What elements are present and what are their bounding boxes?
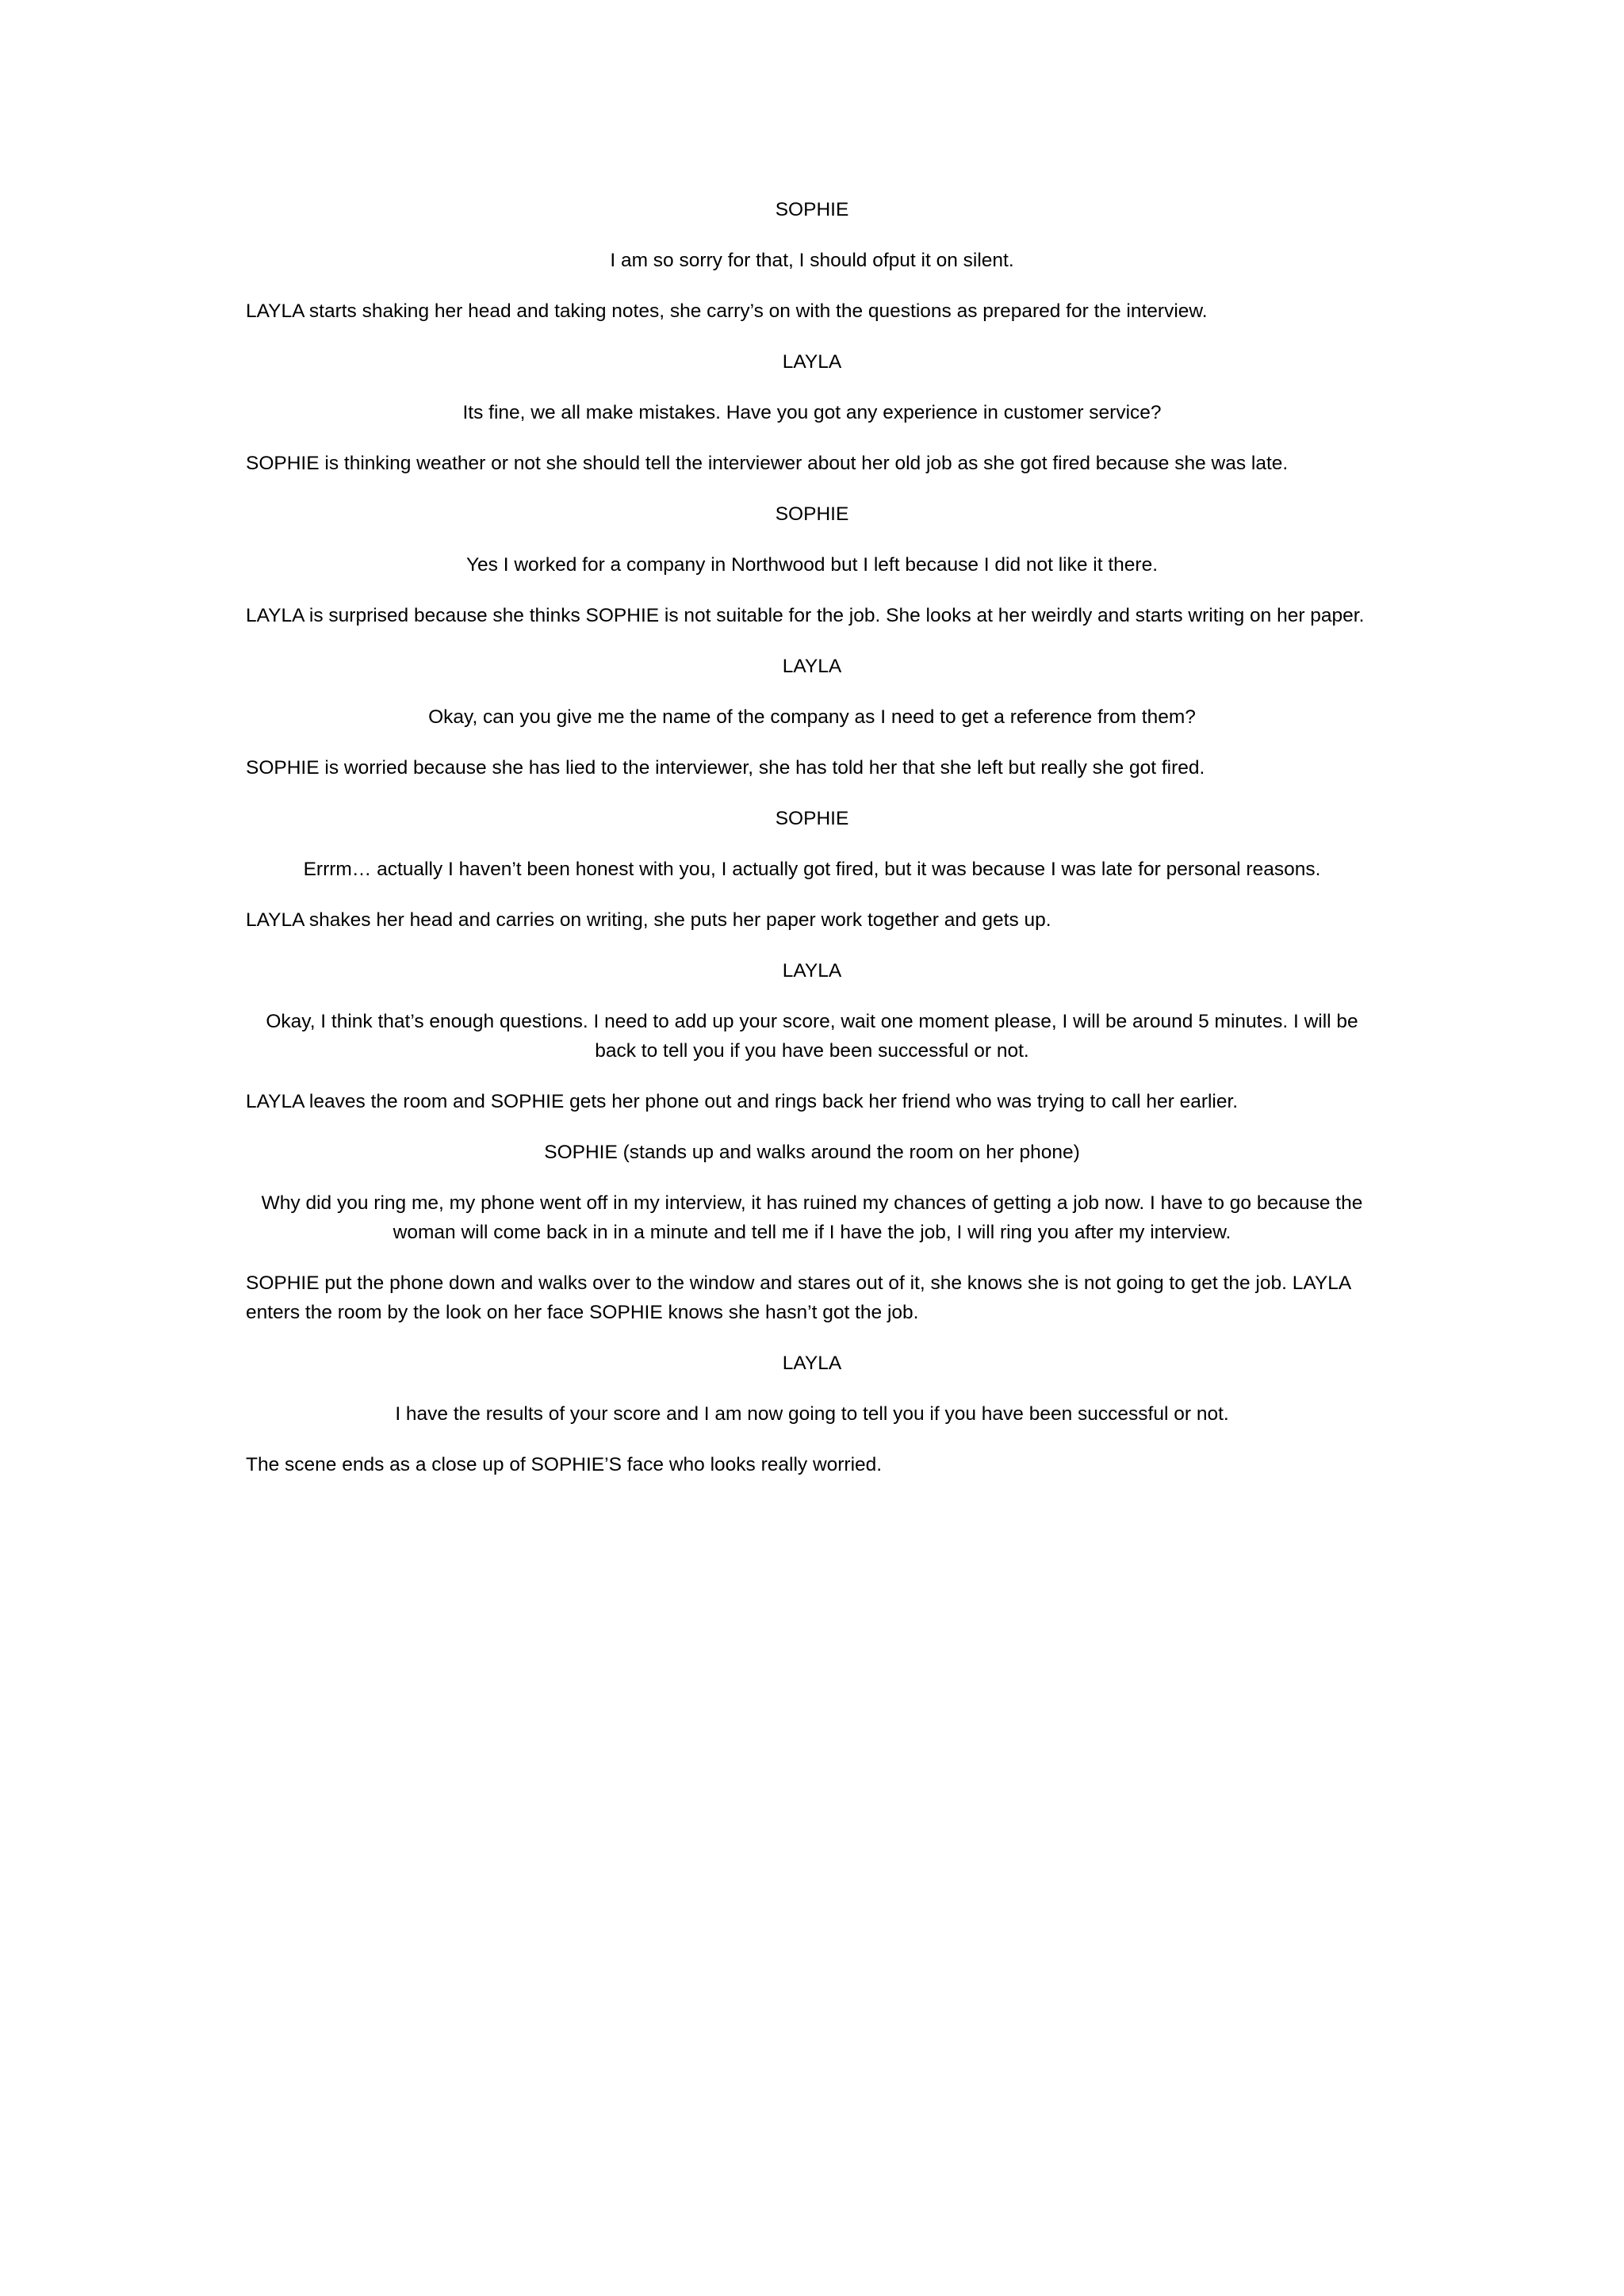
action-description: LAYLA shakes her head and carries on writing, she puts her paper work together and gets up. xyxy=(246,909,1051,931)
character-cue: LAYLA xyxy=(782,351,842,373)
action-description: LAYLA starts shaking her head and taking notes, she carry’s on with the questions as prepared for the interview. xyxy=(246,300,1208,322)
action-description: SOPHIE is worried because she has lied to the interviewer, she has told her that she left but really she got fired. xyxy=(246,757,1205,779)
dialogue-line: I am so sorry for that, I should ofput it on silent. xyxy=(610,250,1014,271)
character-cue: LAYLA xyxy=(782,1353,842,1374)
character-cue: SOPHIE (stands up and walks around the room on her phone) xyxy=(544,1142,1080,1163)
action-description: SOPHIE put the phone down and walks over to the window and stares out of it, she knows she is not going to get the job. LAYLA enters the room by the look on her face SOPHIE knows she hasn’t got the job. xyxy=(246,1272,1350,1323)
dialogue-line: Its fine, we all make mistakes. Have you got any experience in customer service? xyxy=(462,402,1162,423)
character-cue: SOPHIE xyxy=(775,199,849,220)
character-cue: SOPHIE xyxy=(775,808,849,829)
action-description: The scene ends as a close up of SOPHIE’S face who looks really worried. xyxy=(246,1454,883,1475)
dialogue-line: Okay, I think that’s enough questions. I need to add up your score, wait one moment please, I will be around 5 minutes. I will be back to tell you if you have been successful or not. xyxy=(266,1011,1358,1062)
dialogue-line: Okay, can you give me the name of the company as I need to get a reference from them? xyxy=(428,706,1196,728)
action-description: LAYLA is surprised because she thinks SOPHIE is not suitable for the job. She looks at her weirdly and starts writing on her paper. xyxy=(246,605,1365,626)
dialogue-line: Why did you ring me, my phone went off in my interview, it has ruined my chances of getting a job now. I have to go because the woman will come back in in a minute and tell me if I have the job, I will ring you after my interview. xyxy=(261,1192,1363,1243)
character-cue: LAYLA xyxy=(782,656,842,677)
dialogue-line: Yes I worked for a company in Northwood but I left because I did not like it there. xyxy=(465,554,1159,576)
character-cue: SOPHIE xyxy=(775,503,849,525)
character-cue: LAYLA xyxy=(782,960,842,982)
dialogue-line: I have the results of your score and I am now going to tell you if you have been successful or not. xyxy=(395,1403,1229,1425)
script-body xyxy=(246,195,1378,1501)
action-description: LAYLA leaves the room and SOPHIE gets her phone out and rings back her friend who was trying to call her earlier. xyxy=(246,1091,1239,1112)
action-description: SOPHIE is thinking weather or not she should tell the interviewer about her old job as she got fired because she was late. xyxy=(246,453,1289,474)
dialogue-line: Errrm… actually I haven’t been honest with you, I actually got fired, but it was because I was late for personal reasons. xyxy=(303,859,1321,880)
